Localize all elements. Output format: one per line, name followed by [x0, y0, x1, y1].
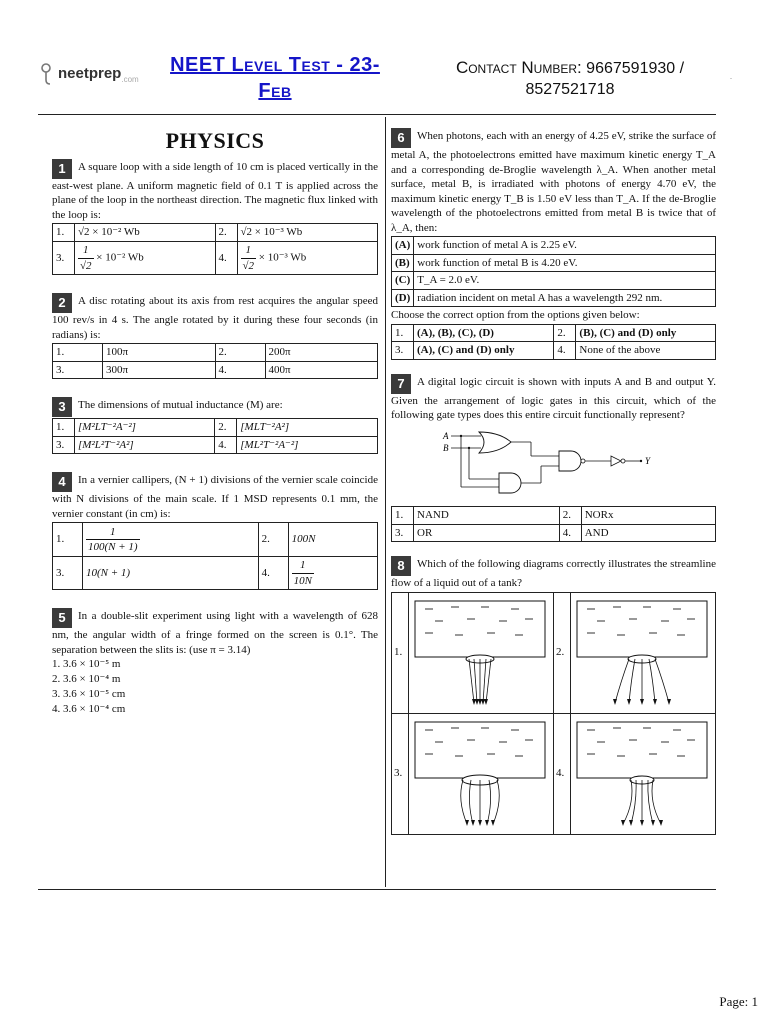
question-number: 2 [52, 293, 72, 313]
question-number: 5 [52, 608, 72, 628]
statement-c: T_A = 2.0 eV. [414, 272, 716, 290]
option-number: 3. [53, 361, 103, 379]
option-4[interactable]: AND [581, 524, 715, 542]
option-number: 2. [559, 507, 581, 525]
statement-label: (A) [392, 237, 414, 255]
logo-text: neetprep$_{.com}$ [58, 64, 139, 84]
nand-gate [559, 451, 581, 471]
option-number: 4. [215, 242, 237, 275]
option-3[interactable]: 300π [103, 361, 216, 379]
question-text: The dimensions of mutual inductance (M) are: [78, 399, 283, 411]
header-dot: . [730, 72, 732, 81]
option-2[interactable]: (B), (C) and (D) only [576, 324, 716, 342]
not-gate [611, 456, 621, 466]
option-number: 4. [554, 713, 571, 834]
option-1[interactable]: √2 × 10⁻² Wb [75, 224, 216, 242]
statement-label: (D) [392, 289, 414, 307]
option-4[interactable]: 400π [265, 361, 378, 379]
right-column [391, 128, 716, 845]
option-4[interactable]: None of the above [576, 342, 716, 360]
option-number: 2. [215, 224, 237, 242]
option-3[interactable] [409, 713, 554, 834]
option-number: 1. [53, 419, 75, 437]
option-1[interactable]: [M²LT⁻²A⁻²] [75, 419, 215, 437]
option-3[interactable]: 10(N + 1) [83, 557, 259, 590]
option-number: 1. [53, 344, 103, 362]
option-number: 4. [258, 557, 288, 590]
options-table [52, 418, 378, 454]
option-2[interactable]: 2. 3.6 × 10⁻⁴ m [52, 673, 121, 685]
subject-title: PHYSICS [165, 128, 265, 153]
option-3[interactable]: [M²L²T⁻²A²] [75, 436, 215, 454]
logic-circuit-diagram [441, 427, 671, 497]
left-column [52, 128, 378, 727]
options-table [52, 223, 378, 275]
option-number: 1. [53, 224, 75, 242]
option-number: 1. [53, 523, 83, 557]
option-number: 3. [392, 524, 414, 542]
contact-number-1: 9667591930 / [586, 60, 685, 77]
option-2[interactable]: √2 × 10⁻³ Wb [237, 224, 378, 242]
question-8 [391, 556, 716, 835]
option-number: 4. [559, 524, 581, 542]
statements-table [391, 236, 716, 307]
option-number: 2. [215, 344, 265, 362]
contact-label: Contact Number: [455, 58, 582, 77]
statement-d: radiation incident on metal A has a wavelength 292 nm. [414, 289, 716, 307]
title-line1: NEET Level Test - 23- [170, 54, 380, 76]
option-1[interactable] [409, 592, 554, 713]
option-number: 3. [392, 342, 414, 360]
option-4[interactable] [288, 557, 377, 590]
question-text: A digital logic circuit is shown with inputs A and B and output Y. Given the arrangement of logic gates in this circuit, which of the following gate types does this entire circuit functionally represent? [391, 375, 716, 421]
contact-info [420, 57, 720, 100]
option-number: 2. [554, 592, 571, 713]
options-table [391, 324, 716, 360]
test-title-link[interactable] [140, 52, 410, 104]
option-number: 2. [215, 419, 237, 437]
question-number: 8 [391, 556, 411, 576]
input-a-label: A [443, 430, 449, 441]
option-4[interactable]: 4. 3.6 × 10⁻⁴ cm [52, 703, 126, 715]
option-1[interactable]: (A), (B), (C), (D) [414, 324, 554, 342]
streamline-options-table [391, 592, 716, 835]
option-2[interactable]: 200π [265, 344, 378, 362]
option-2[interactable]: NORx [581, 507, 715, 525]
title-line2: Feb [258, 80, 292, 102]
option-2[interactable]: 100N [288, 523, 377, 557]
choose-instruction: Choose the correct option from the options given below: [391, 309, 640, 321]
option-4[interactable]: [ML²T⁻²A⁻²] [237, 436, 378, 454]
statement-b: work function of metal B is 4.20 eV. [414, 254, 716, 272]
footer-divider [38, 889, 716, 890]
question-1 [52, 159, 378, 276]
options-table [52, 343, 378, 379]
option-number: 3. [53, 557, 83, 590]
option-2[interactable] [571, 592, 716, 713]
question-text: In a vernier callipers, (N + 1) divisions of the vernier scale coincide with N divisions of the main scale. If 1 MSD represents 0.1 mm, the vernier constant (in cm) is: [52, 474, 378, 520]
header-divider [38, 114, 716, 115]
fraction: $\frac{1}{√2}$ [80, 244, 92, 272]
option-4[interactable] [571, 713, 716, 834]
tank-diagram-3 [411, 716, 551, 832]
option-2[interactable]: [MLT⁻²A²] [237, 419, 378, 437]
question-5 [52, 608, 378, 717]
option-number: 3. [392, 713, 409, 834]
option-1[interactable]: 1. 3.6 × 10⁻⁵ m [52, 658, 121, 670]
question-4 [52, 472, 378, 590]
option-4[interactable]: $\frac{1}{√2}$ × 10⁻³ Wb [237, 242, 378, 275]
option-1[interactable]: NAND [414, 507, 560, 525]
options-table [391, 506, 716, 542]
page-number: Page: 1 [719, 994, 758, 1009]
question-number: 3 [52, 397, 72, 417]
input-b-label: B [443, 442, 449, 453]
tank-diagram-2 [573, 595, 713, 711]
option-number: 1. [392, 507, 414, 525]
neetprep-logo-icon [40, 62, 56, 86]
tank-diagram-1 [411, 595, 551, 711]
option-number: 3. [53, 242, 75, 275]
question-3 [52, 397, 378, 454]
option-number: 4. [554, 342, 576, 360]
question-2 [52, 293, 378, 379]
question-number: 1 [52, 159, 72, 179]
or-gate [479, 432, 511, 453]
question-7 [391, 374, 716, 543]
option-3[interactable]: OR [414, 524, 560, 542]
question-number: 4 [52, 472, 72, 492]
options-table [52, 522, 378, 590]
option-3[interactable]: 3. 3.6 × 10⁻⁵ cm [52, 688, 126, 700]
fraction: $\frac{1}{10N}$ [293, 559, 312, 587]
option-number: 2. [554, 324, 576, 342]
question-text: In a double-slit experiment using light with a wavelength of 628 nm, the angular width of a fringe formed on the screen is 0.1°. The separation between the slits is: (use π = 3.14) [52, 610, 378, 656]
neetprep-logo[interactable] [40, 62, 139, 86]
option-number: 4. [215, 361, 265, 379]
question-text: A square loop with a side length of 10 cm is placed vertically in the east-west plane. A uniform magnetic field of 0.1 T is applied across the plane of the loop in the northeast direction. The magnetic flux linked with the loop is: [52, 160, 378, 221]
statement-label: (C) [392, 272, 414, 290]
question-6 [391, 128, 716, 360]
column-divider [385, 117, 386, 887]
options-list [52, 657, 378, 717]
question-number: 7 [391, 374, 411, 394]
option-number: 2. [258, 523, 288, 557]
question-text: A disc rotating about its axis from rest acquires the angular speed 100 rev/s in 4 s. The angle rotated by it during these four seconds (in radians) is: [52, 295, 378, 341]
option-3[interactable]: (A), (C) and (D) only [414, 342, 554, 360]
option-1[interactable] [83, 523, 259, 557]
option-number: 1. [392, 592, 409, 713]
page-header [0, 0, 768, 115]
question-text: Which of the following diagrams correctly illustrates the streamline flow of a liquid out of a tank? [391, 558, 716, 589]
logo-subtext: .com [121, 74, 139, 84]
statement-a: work function of metal A is 2.25 eV. [414, 237, 716, 255]
question-number: 6 [391, 128, 411, 148]
and-gate [499, 473, 521, 493]
statement-label: (B) [392, 254, 414, 272]
option-1[interactable]: 100π [103, 344, 216, 362]
option-3[interactable]: $\frac{1}{√2}$ × 10⁻² Wb [75, 242, 216, 275]
question-text: When photons, each with an energy of 4.25 eV, strike the surface of metal A, the photoelectrons emitted have maximum kinetic energy T_A and a corresponding de-Broglie wavelength λ_A. When another metal surface, metal B, is irradiated with photons of energy 4.70 eV, the maximum kinetic energy T_B is 1.50 eV less than T_A. If the de-Broglie wavelength of the photoelectrons emitted from metal B is twice that of λ_A, then: [391, 130, 716, 234]
fraction: $\frac{1}{100(N + 1)}$ [88, 525, 138, 553]
option-number: 1. [392, 324, 414, 342]
option-number: 3. [53, 436, 75, 454]
tank-diagram-4 [573, 716, 713, 832]
option-number: 4. [215, 436, 237, 454]
fraction: $\frac{1}{√2}$ [242, 244, 255, 272]
contact-number-2: 8527521718 [525, 81, 615, 98]
output-y-label: Y [645, 455, 651, 466]
